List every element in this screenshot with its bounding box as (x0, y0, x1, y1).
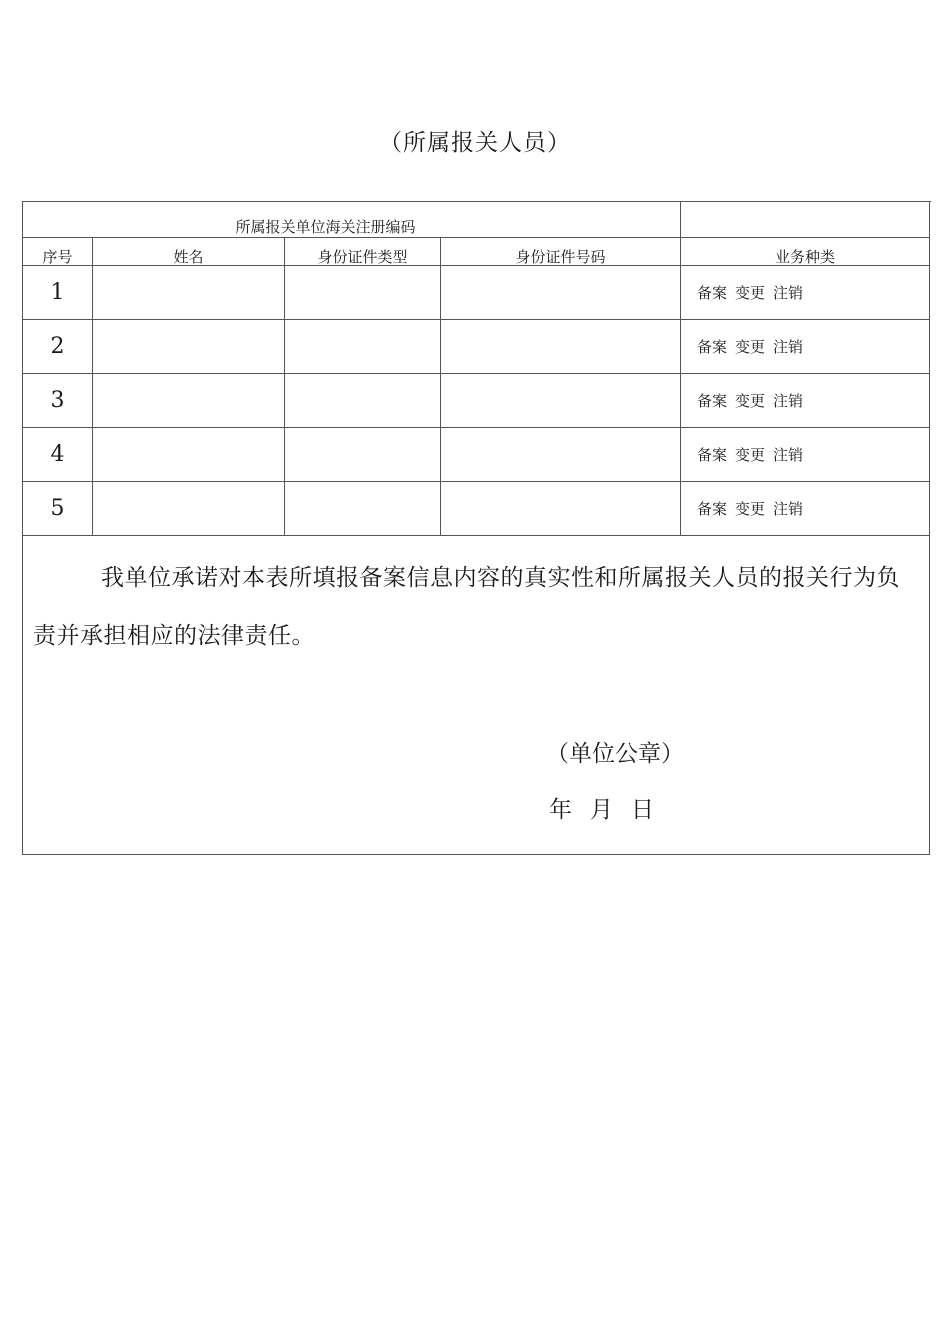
business-option[interactable]: 注销 (773, 338, 804, 356)
business-option[interactable]: 注销 (773, 392, 804, 410)
row-business-type (681, 266, 930, 320)
row-seq: 5 (23, 482, 93, 536)
registration-row (23, 202, 930, 238)
business-option[interactable]: 变更 (735, 284, 766, 302)
pledge-text: 我单位承诺对本表所填报备案信息内容的真实性和所属报关人员的报关行为负责并承担相应的法律责任。 (33, 565, 900, 649)
pledge-cell (23, 536, 930, 855)
registration-code-label: 所属报关单位海关注册编码 (23, 202, 681, 238)
business-option[interactable]: 备案 (697, 446, 728, 464)
row-name-field[interactable] (93, 266, 285, 320)
seal-label: （单位公章） (546, 741, 684, 767)
business-option[interactable]: 备案 (697, 338, 728, 356)
date-year: 年 (549, 797, 572, 823)
row-business-type (681, 482, 930, 536)
row-id-number-field[interactable] (441, 428, 681, 482)
page-title: （所属报关人员） (379, 130, 571, 156)
row-id-number-field[interactable] (441, 482, 681, 536)
business-option[interactable]: 备案 (697, 500, 728, 518)
business-option[interactable]: 变更 (735, 338, 766, 356)
row-id-number-field[interactable] (441, 320, 681, 374)
header-id-type: 身份证件类型 (285, 238, 441, 266)
row-name-field[interactable] (93, 320, 285, 374)
business-option[interactable]: 变更 (735, 392, 766, 410)
row-seq: 4 (23, 428, 93, 482)
table-row (23, 374, 930, 428)
header-seq: 序号 (23, 238, 93, 266)
business-option[interactable]: 注销 (773, 500, 804, 518)
registration-code-field[interactable] (681, 202, 930, 238)
business-option[interactable]: 变更 (735, 446, 766, 464)
row-business-type (681, 428, 930, 482)
table-row (23, 320, 930, 374)
date-day: 日 (631, 797, 654, 823)
row-id-type-field[interactable] (285, 266, 441, 320)
table-row (23, 266, 930, 320)
date-line (549, 791, 672, 824)
row-business-type (681, 374, 930, 428)
personnel-form-table (22, 201, 930, 855)
row-name-field[interactable] (93, 428, 285, 482)
row-id-type-field[interactable] (285, 428, 441, 482)
business-option[interactable]: 备案 (697, 392, 728, 410)
header-name: 姓名 (93, 238, 285, 266)
row-business-type (681, 320, 930, 374)
header-id-number: 身份证件号码 (441, 238, 681, 266)
date-month: 月 (590, 797, 613, 823)
table-row (23, 428, 930, 482)
row-id-type-field[interactable] (285, 482, 441, 536)
business-option[interactable]: 备案 (697, 284, 728, 302)
business-option[interactable]: 变更 (735, 500, 766, 518)
row-name-field[interactable] (93, 482, 285, 536)
row-id-number-field[interactable] (441, 266, 681, 320)
business-option[interactable]: 注销 (773, 446, 804, 464)
row-id-type-field[interactable] (285, 320, 441, 374)
table-row (23, 482, 930, 536)
row-id-number-field[interactable] (441, 374, 681, 428)
row-seq: 1 (23, 266, 93, 320)
row-name-field[interactable] (93, 374, 285, 428)
row-id-type-field[interactable] (285, 374, 441, 428)
row-seq: 3 (23, 374, 93, 428)
pledge-row (23, 536, 930, 855)
row-seq: 2 (23, 320, 93, 374)
business-option[interactable]: 注销 (773, 284, 804, 302)
header-business-type: 业务种类 (681, 238, 930, 266)
header-row (23, 238, 930, 266)
